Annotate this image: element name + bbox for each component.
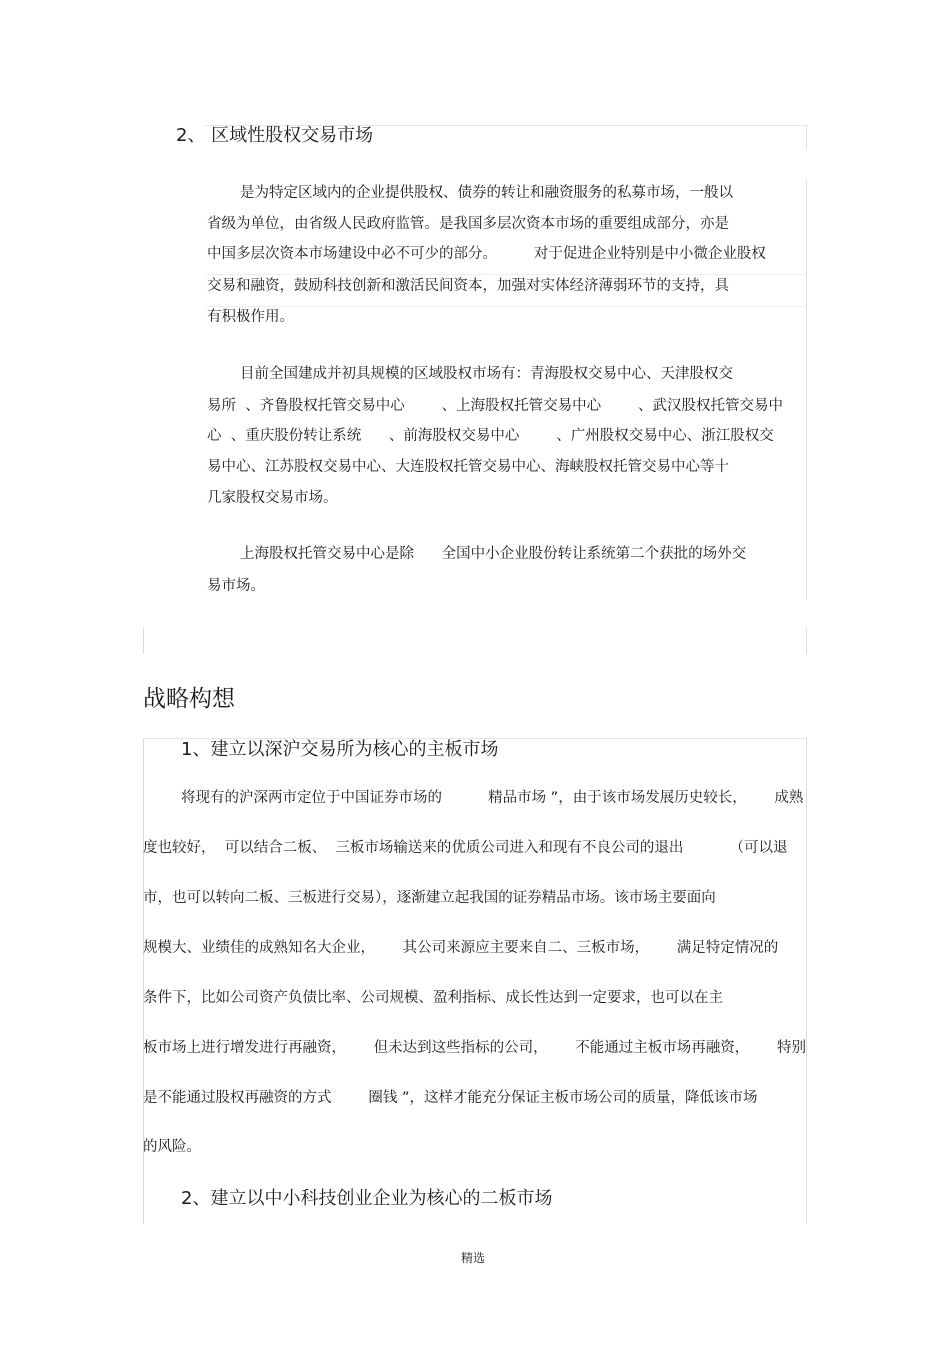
para3-line-1: 上海股权托管交易中心是除 全国中小企业股份转让系统第二个获批的场外交	[240, 546, 747, 562]
page-footer: 精选	[461, 1251, 486, 1265]
strategy-line-6: 板市场上进行增发进行再融资， 但未达到这些指标的公司， 不能通过主板市场再融资， 特别	[143, 1040, 806, 1056]
para3-line-2: 易市场。	[207, 578, 265, 594]
section-heading-regional: 2、 区域性股权交易市场	[176, 125, 374, 146]
frame-line-left-gap	[143, 628, 144, 654]
strategy-line-2: 度也较好， 可以结合二板、 三板市场输送来的优质公司进入和现有不良公司的退出 （可以退	[143, 840, 788, 856]
strategy-line-1: 将现有的沪深两市定位于中国证券市场的 精品市场 ”，由于该市场发展历史较长， 成熟	[181, 790, 804, 806]
strategy-line-5: 条件下，比如公司资产负债比率、公司规模、盈利指标、成长性达到一定要求，也可以在主	[143, 990, 723, 1006]
para2-line-4: 易中心、江苏股权交易中心、大连股权托管交易中心、海峡股权托管交易中心等十	[207, 459, 729, 475]
para1-line-5: 有积极作用。	[207, 309, 294, 325]
subheading-main-board: 1、建立以深沪交易所为核心的主板市场	[181, 739, 499, 760]
para1-line-4: 交易和融资，鼓励科技创新和激活民间资本，加强对实体经济薄弱环节的支持，具	[207, 278, 729, 294]
para2-line-3: 心 、重庆股份转让系统 、前海股权交易中心 、广州股权交易中心、浙江股权交	[207, 428, 774, 444]
strategy-line-7: 是不能通过股权再融资的方式 圈钱 ”，这样才能充分保证主板市场公司的质量，降低该市场	[143, 1090, 758, 1106]
frame-line-mid-2	[205, 306, 807, 307]
frame-line-right-gap	[806, 628, 807, 654]
para1-line-1: 是为特定区域内的企业提供股权、债券的转让和融资服务的私募市场，一般以	[240, 185, 733, 201]
para1-line-3: 中国多层次资本市场建设中必不可少的部分。 对于促进企业特别是中小微企业股权	[207, 246, 766, 262]
strategy-line-3: 市，也可以转向二板、三板进行交易），逐渐建立起我国的证券精品市场。该市场主要面向	[143, 890, 716, 906]
para1-line-2: 省级为单位，由省级人民政府监管。是我国多层次资本市场的重要组成部分，亦是	[207, 216, 729, 232]
strategy-line-4: 规模大、业绩佳的成熟知名大企业， 其公司来源应主要来自二、三板市场， 满足特定情况的	[143, 940, 779, 956]
para2-line-1: 目前全国建成并初具规模的区域股权市场有：青海股权交易中心、天津股权交	[240, 366, 733, 382]
frame-line-right-2	[806, 180, 807, 600]
strategy-line-8: 的风险。	[143, 1139, 201, 1155]
frame-line-right-1	[806, 125, 807, 149]
para2-line-5: 几家股权交易市场。	[207, 490, 338, 506]
frame-line-mid	[205, 274, 807, 275]
para2-line-2: 易所 、齐鲁股权托管交易中心 、上海股权托管交易中心 、武汉股权托管交易中	[207, 398, 783, 414]
section-title-strategy: 战略构想	[143, 686, 235, 712]
frame-line-box-right	[806, 738, 807, 1224]
subheading-second-board: 2、建立以中小科技创业企业为核心的二板市场	[181, 1188, 553, 1209]
